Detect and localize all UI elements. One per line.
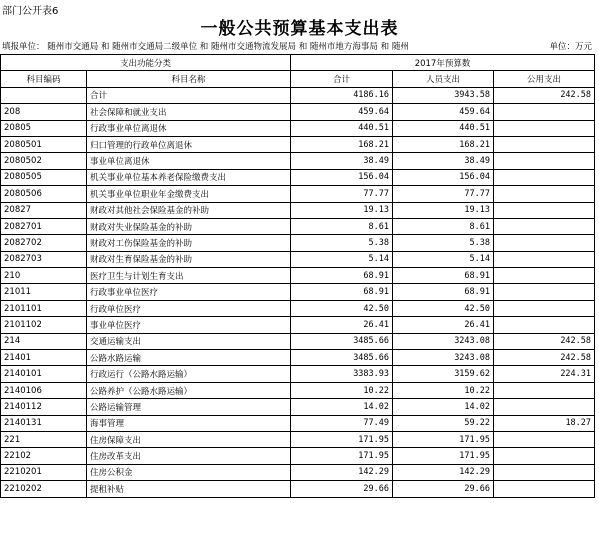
table-row — [1, 136, 595, 152]
unit-line — [2, 40, 592, 52]
header-subject-code: 科目编码 — [1, 71, 87, 87]
table-row — [1, 300, 595, 316]
reporting-unit: 填报单位： 随州市交通局 和 随州市交通局二级单位 和 随州市交通物流发展局 和 随州市地方海事局 和 随州 — [2, 42, 409, 52]
subject-name-cell: 公路养护（公路水路运输） — [87, 382, 291, 398]
public-cell — [494, 169, 595, 185]
page-title: 一般公共预算基本支出表 — [200, 19, 399, 39]
subject-code-cell: 2080502 — [1, 153, 87, 169]
table-row — [1, 169, 595, 185]
public-cell — [494, 251, 595, 267]
personnel-cell: 19.13 — [393, 202, 494, 218]
public-cell — [494, 268, 595, 284]
public-cell — [494, 186, 595, 202]
subject-code-cell: 2082701 — [1, 218, 87, 234]
header-personnel: 人员支出 — [393, 71, 494, 87]
public-cell — [494, 235, 595, 251]
public-cell — [494, 448, 595, 464]
budget-table — [0, 54, 595, 498]
subject-name-cell: 医疗卫生与计划生育支出 — [87, 268, 291, 284]
subject-code-cell — [1, 87, 87, 103]
public-cell — [494, 399, 595, 415]
total-cell: 77.77 — [291, 186, 393, 202]
public-cell — [494, 431, 595, 447]
total-cell: 3485.66 — [291, 333, 393, 349]
table-row — [1, 382, 595, 398]
subject-name-cell: 事业单位离退休 — [87, 153, 291, 169]
subject-code-cell: 21011 — [1, 284, 87, 300]
public-cell — [494, 218, 595, 234]
subject-name-cell: 公路运输管理 — [87, 399, 291, 415]
total-cell: 10.22 — [291, 382, 393, 398]
subject-code-cell: 2101102 — [1, 317, 87, 333]
subject-name-cell: 事业单位医疗 — [87, 317, 291, 333]
personnel-cell: 171.95 — [393, 431, 494, 447]
total-cell: 142.29 — [291, 464, 393, 480]
personnel-cell: 8.61 — [393, 218, 494, 234]
table-row — [1, 186, 595, 202]
personnel-cell: 68.91 — [393, 284, 494, 300]
subject-name-cell: 行政事业单位离退休 — [87, 120, 291, 136]
subject-name-cell: 海事管理 — [87, 415, 291, 431]
personnel-cell: 459.64 — [393, 104, 494, 120]
table-row — [1, 235, 595, 251]
total-cell: 171.95 — [291, 448, 393, 464]
subject-code-cell: 2082703 — [1, 251, 87, 267]
public-cell: 18.27 — [494, 415, 595, 431]
personnel-cell: 3243.08 — [393, 350, 494, 366]
header-row-columns — [1, 71, 595, 87]
subject-name-cell: 交通运输支出 — [87, 333, 291, 349]
subject-code-cell: 2210201 — [1, 464, 87, 480]
subject-name-cell: 归口管理的行政单位离退休 — [87, 136, 291, 152]
personnel-cell: 10.22 — [393, 382, 494, 398]
total-cell: 29.66 — [291, 481, 393, 497]
table-row — [1, 448, 595, 464]
table-row — [1, 87, 595, 103]
subject-code-cell: 20805 — [1, 120, 87, 136]
subject-name-cell: 住房保障支出 — [87, 431, 291, 447]
table-row — [1, 399, 595, 415]
total-cell: 19.13 — [291, 202, 393, 218]
subject-code-cell: 21401 — [1, 350, 87, 366]
public-cell — [494, 464, 595, 480]
subject-code-cell: 2210202 — [1, 481, 87, 497]
table-row — [1, 366, 595, 382]
subject-name-cell: 财政对工伤保险基金的补助 — [87, 235, 291, 251]
personnel-cell: 5.38 — [393, 235, 494, 251]
total-cell: 459.64 — [291, 104, 393, 120]
public-cell — [494, 284, 595, 300]
total-cell: 77.49 — [291, 415, 393, 431]
currency-unit: 单位：万元 — [549, 42, 592, 52]
subject-name-cell: 财政对其他社会保险基金的补助 — [87, 202, 291, 218]
personnel-cell: 14.02 — [393, 399, 494, 415]
public-cell — [494, 120, 595, 136]
public-cell: 242.58 — [494, 333, 595, 349]
header-subject-name: 科目名称 — [87, 71, 291, 87]
table-row — [1, 350, 595, 366]
subject-name-cell: 提租补贴 — [87, 481, 291, 497]
public-cell: 242.58 — [494, 350, 595, 366]
table-row — [1, 481, 595, 497]
subject-code-cell: 210 — [1, 268, 87, 284]
personnel-cell: 142.29 — [393, 464, 494, 480]
subject-name-cell: 行政运行（公路水路运输） — [87, 366, 291, 382]
table-row — [1, 268, 595, 284]
subject-code-cell: 2140106 — [1, 382, 87, 398]
table-row — [1, 284, 595, 300]
subject-name-cell: 机关事业单位基本养老保险缴费支出 — [87, 169, 291, 185]
subject-code-cell: 2080506 — [1, 186, 87, 202]
total-cell: 440.51 — [291, 120, 393, 136]
subject-code-cell: 2080505 — [1, 169, 87, 185]
subject-name-cell: 机关事业单位职业年金缴费支出 — [87, 186, 291, 202]
subject-code-cell: 214 — [1, 333, 87, 349]
total-cell: 14.02 — [291, 399, 393, 415]
public-cell — [494, 136, 595, 152]
personnel-cell: 29.66 — [393, 481, 494, 497]
public-cell — [494, 104, 595, 120]
table-row — [1, 218, 595, 234]
total-cell: 68.91 — [291, 268, 393, 284]
public-cell — [494, 300, 595, 316]
header-public: 公用支出 — [494, 71, 595, 87]
total-cell: 38.49 — [291, 153, 393, 169]
personnel-cell: 3159.62 — [393, 366, 494, 382]
subject-name-cell: 住房公积金 — [87, 464, 291, 480]
subject-name-cell: 公路水路运输 — [87, 350, 291, 366]
subject-code-cell: 2101101 — [1, 300, 87, 316]
subject-code-cell: 20827 — [1, 202, 87, 218]
subject-code-cell: 208 — [1, 104, 87, 120]
subject-code-cell: 2080501 — [1, 136, 87, 152]
total-cell: 156.04 — [291, 169, 393, 185]
personnel-cell: 3943.58 — [393, 87, 494, 103]
public-cell: 224.31 — [494, 366, 595, 382]
total-cell: 8.61 — [291, 218, 393, 234]
total-cell: 3383.93 — [291, 366, 393, 382]
total-cell: 5.38 — [291, 235, 393, 251]
subject-code-cell: 2140112 — [1, 399, 87, 415]
table-row — [1, 251, 595, 267]
personnel-cell: 42.50 — [393, 300, 494, 316]
header-function-classification: 支出功能分类 — [1, 55, 291, 71]
personnel-cell: 171.95 — [393, 448, 494, 464]
total-cell: 5.14 — [291, 251, 393, 267]
header-budget-year: 2017年预算数 — [291, 55, 595, 71]
subject-code-cell: 2082702 — [1, 235, 87, 251]
subject-name-cell: 财政对失业保险基金的补助 — [87, 218, 291, 234]
personnel-cell: 68.91 — [393, 268, 494, 284]
public-cell: 242.58 — [494, 87, 595, 103]
header-row-group — [1, 55, 595, 71]
subject-name-cell: 住房改革支出 — [87, 448, 291, 464]
public-cell — [494, 382, 595, 398]
subject-name-cell: 社会保障和就业支出 — [87, 104, 291, 120]
personnel-cell: 38.49 — [393, 153, 494, 169]
personnel-cell: 3243.08 — [393, 333, 494, 349]
personnel-cell: 26.41 — [393, 317, 494, 333]
total-cell: 168.21 — [291, 136, 393, 152]
table-row — [1, 431, 595, 447]
table-row — [1, 120, 595, 136]
personnel-cell: 59.22 — [393, 415, 494, 431]
table-row — [1, 202, 595, 218]
subject-name-cell: 行政事业单位医疗 — [87, 284, 291, 300]
total-cell: 171.95 — [291, 431, 393, 447]
personnel-cell: 168.21 — [393, 136, 494, 152]
total-cell: 68.91 — [291, 284, 393, 300]
personnel-cell: 156.04 — [393, 169, 494, 185]
public-cell — [494, 153, 595, 169]
subject-code-cell: 221 — [1, 431, 87, 447]
total-cell: 3485.66 — [291, 350, 393, 366]
table-row — [1, 464, 595, 480]
header-total: 合计 — [291, 71, 393, 87]
document-label: 部门公开表6 — [2, 6, 59, 17]
table-row — [1, 317, 595, 333]
subject-code-cell: 2140101 — [1, 366, 87, 382]
table-row — [1, 333, 595, 349]
personnel-cell: 440.51 — [393, 120, 494, 136]
table-row — [1, 104, 595, 120]
table-row — [1, 415, 595, 431]
personnel-cell: 5.14 — [393, 251, 494, 267]
public-cell — [494, 317, 595, 333]
subject-name-cell: 财政对生育保险基金的补助 — [87, 251, 291, 267]
total-cell: 4186.16 — [291, 87, 393, 103]
personnel-cell: 77.77 — [393, 186, 494, 202]
total-cell: 26.41 — [291, 317, 393, 333]
subject-code-cell: 22102 — [1, 448, 87, 464]
subject-name-cell: 行政单位医疗 — [87, 300, 291, 316]
public-cell — [494, 481, 595, 497]
subject-code-cell: 2140131 — [1, 415, 87, 431]
public-cell — [494, 202, 595, 218]
table-row — [1, 153, 595, 169]
total-cell: 42.50 — [291, 300, 393, 316]
subject-name-cell: 合计 — [87, 87, 291, 103]
